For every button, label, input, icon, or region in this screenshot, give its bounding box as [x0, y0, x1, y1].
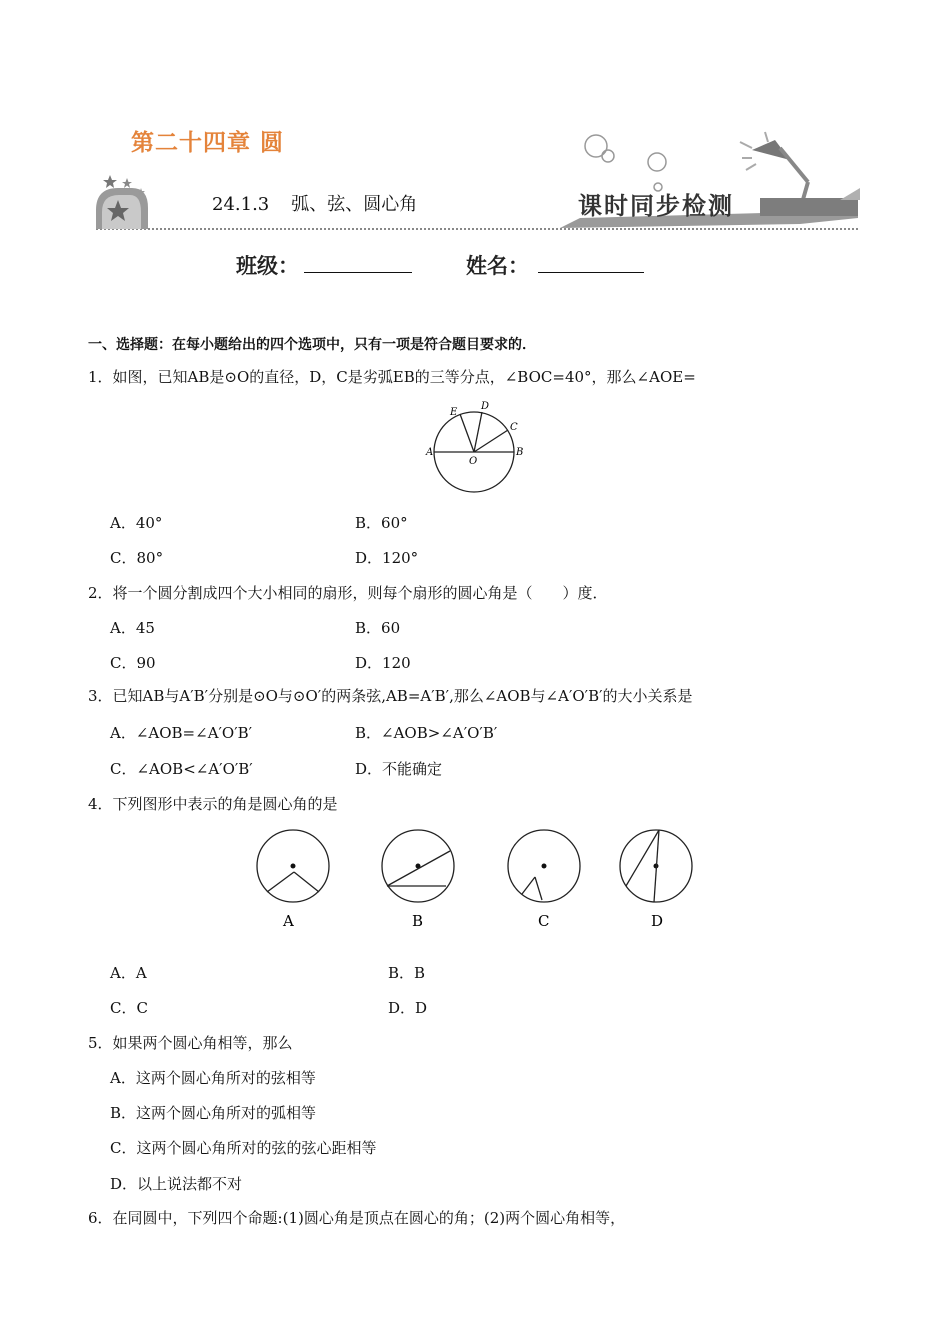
sync-title: 课时同步检测 [578, 191, 734, 220]
label-O: O [469, 456, 478, 467]
q1-option-b[interactable]: B．60° [355, 514, 408, 532]
class-input-line[interactable] [304, 250, 412, 273]
figure-c-label: C [538, 912, 550, 930]
figure-a-label: A [283, 912, 294, 930]
q5-option-d[interactable]: D．以上说法都不对 [110, 1175, 243, 1193]
q2-option-a[interactable]: A．45 [110, 619, 155, 637]
figure-c [508, 830, 580, 930]
name-input-line[interactable] [538, 250, 644, 273]
figure-b [382, 830, 454, 930]
q3-option-a[interactable]: A．∠AOB=∠A′O′B′ [110, 724, 253, 742]
chapter-title: 第二十四章 圆 [131, 130, 285, 156]
q4-option-d[interactable]: D．D [388, 999, 428, 1017]
figure-b-label: B [412, 912, 424, 930]
q3-option-b[interactable]: B．∠AOB>∠A′O′B′ [355, 724, 498, 742]
q4-option-b[interactable]: B．B [388, 964, 426, 982]
label-A: A [426, 447, 434, 458]
q1-option-a[interactable]: A．40° [110, 514, 163, 532]
q4-option-c[interactable]: C．C [110, 999, 148, 1017]
star-badge-icon [96, 175, 148, 229]
section-title: 一、选择题：在每小题给出的四个选项中，只有一项是符合题目要求的． [88, 337, 536, 353]
lesson-title: 弧、弦、圆心角 [291, 194, 418, 215]
q2-option-b[interactable]: B．60 [355, 619, 401, 637]
question-4-figures [250, 824, 700, 934]
question-1-figure [420, 396, 530, 496]
q3-option-c[interactable]: C．∠AOB<∠A′O′B′ [110, 760, 253, 778]
label-B: B [516, 447, 524, 458]
figure-d [620, 830, 692, 930]
bubbles-decoration [585, 135, 666, 191]
lesson-number: 24.1.3 [212, 194, 270, 215]
q5-option-b[interactable]: B．这两个圆心角所对的弧相等 [110, 1104, 317, 1122]
question-5-stem: 5．如果两个圆心角相等，那么 [88, 1034, 293, 1052]
class-label: 班级： [236, 253, 299, 278]
question-4-stem: 4．下列图形中表示的角是圆心角的是 [88, 795, 338, 813]
q4-option-a[interactable]: A．A [110, 964, 147, 982]
q5-option-c[interactable]: C．这两个圆心角所对的弦的弦心距相等 [110, 1139, 377, 1157]
label-E: E [450, 407, 458, 418]
q3-option-d[interactable]: D．不能确定 [355, 760, 443, 778]
lesson-heading [212, 190, 417, 216]
q1-option-d[interactable]: D．120° [355, 549, 419, 567]
name-label: 姓名： [466, 253, 529, 278]
q2-option-d[interactable]: D．120 [355, 654, 411, 672]
q5-option-a[interactable]: A．这两个圆心角所对的弦相等 [110, 1069, 316, 1087]
question-1-stem: 1．如图，已知AB是⊙O的直径，D，C是劣弧EB的三等分点，∠BOC=40°，那么∠AOE= [88, 368, 696, 386]
q2-option-c[interactable]: C．90 [110, 654, 156, 672]
figure-d-label: D [651, 912, 664, 930]
header-banner [0, 100, 950, 250]
label-D: D [481, 401, 490, 412]
q1-option-c[interactable]: C．80° [110, 549, 164, 567]
question-2-stem: 2．将一个圆分割成四个大小相同的扇形，则每个扇形的圆心角是（ ）度． [88, 584, 608, 602]
label-C: C [510, 422, 518, 433]
figure-a [257, 830, 329, 930]
question-3-stem: 3．已知AB与A′B′分别是⊙O与⊙O′的两条弦,AB=A′B′,那么∠AOB与∠A′O′B′的大小关系是 [88, 687, 693, 705]
question-6-stem: 6．在同圆中，下列四个命题:(1)圆心角是顶点在圆心的角；(2)两个圆心角相等， [88, 1209, 626, 1227]
